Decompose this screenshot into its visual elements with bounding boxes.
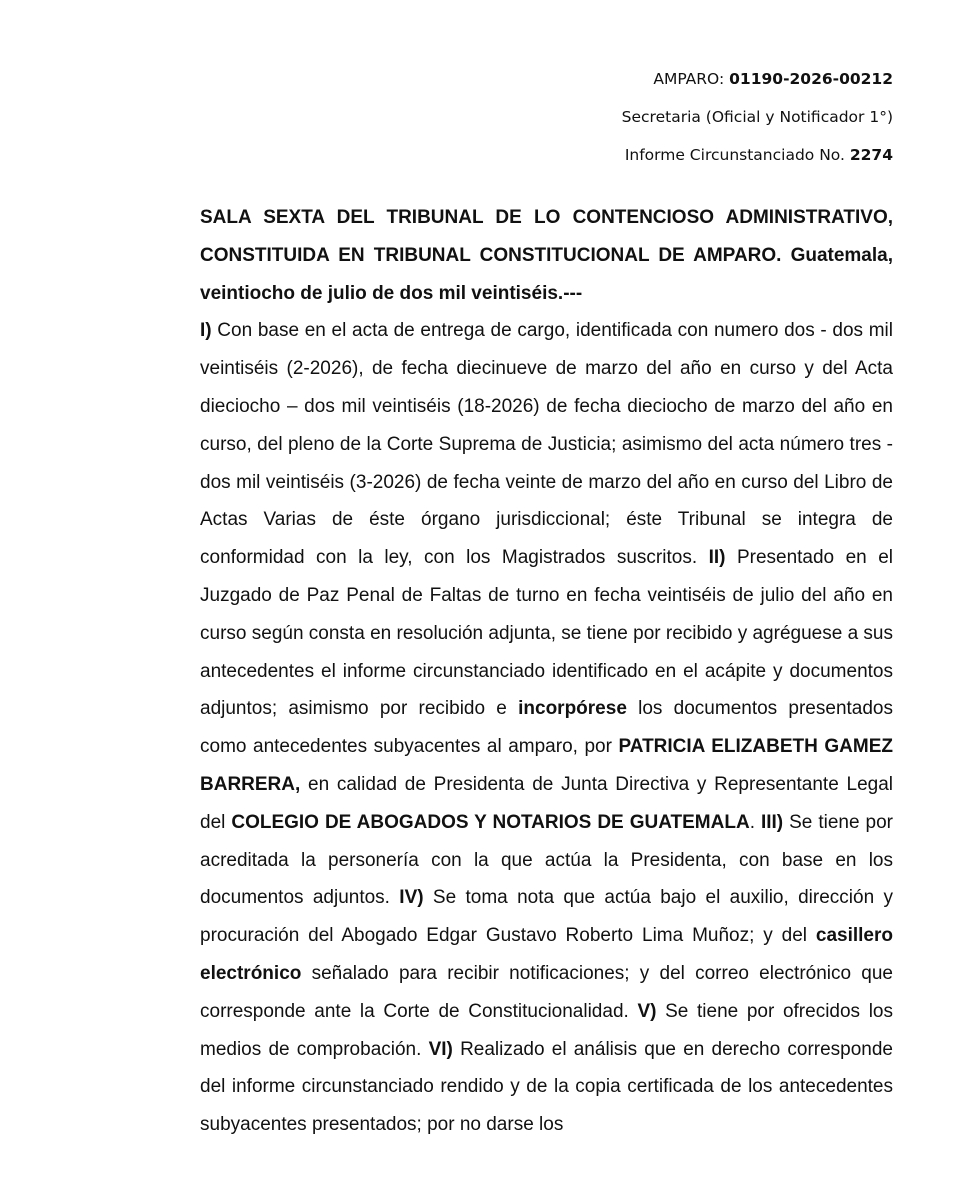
informe-line [622, 136, 893, 174]
section-1-text: Con base en el acta de entrega de cargo, identificada con numero dos - dos mil veintiséis (2-2026), de fecha diecinueve de marzo del año en curso y del Acta dieciocho – dos mil veintiséis (18-2026) de fecha dieciocho de marzo del año en curso, del pleno de la Corte Suprema de Justicia; asimismo del acta número tres - dos mil veintiséis (3-2026) de fecha veinte de marzo del año en curso del Libro de Actas Varias de éste órgano jurisdiccional; éste Tribunal se integra de conformidad con la ley, con los Magistrados suscritos. [200, 320, 893, 569]
section-3-label: III) [760, 811, 784, 833]
amparo-label: AMPARO: [653, 70, 730, 88]
document-header [622, 60, 893, 174]
resolution-heading: SALA SEXTA DEL TRIBUNAL DE LO CONTENCIOSO ADMINISTRATIVO, CONSTITUIDA EN TRIBUNAL CONSTITUCIONAL DE AMPARO. Guatemala, veintiocho de julio de dos mil veintiséis.--- [200, 207, 893, 304]
resolution-body [200, 199, 893, 1144]
section-2-label: II) [708, 547, 726, 569]
section-4-text-b: señalado para recibir notificaciones; y del correo electrónico que corresponde ante la Corte de Constitucionalidad. [200, 962, 893, 1022]
section-4-bold-casillero: casillero electrónico [200, 925, 893, 984]
section-1-label: I) [200, 320, 212, 342]
section-2-text-a: Presentado en el Juzgado de Paz Penal de Faltas de turno en fecha veintiséis de julio del año en curso según consta en resolución adjunta, se tiene por recibido y agréguese a sus antecedentes el informe circunstanciado identificado en el acápite y documentos adjuntos; asimismo por recibido e [200, 547, 893, 720]
informe-number: 2274 [849, 146, 893, 164]
section-6-label: VI) [428, 1038, 453, 1060]
section-5-label: V) [637, 1000, 657, 1022]
section-2-text-c: en calidad de Presidenta de Junta Directiva y Representante Legal del [200, 773, 893, 833]
amparo-number: 01190-2026-00212 [729, 70, 893, 88]
section-2-text-b: los documentos presentados como antecedentes subyacentes al amparo, por [200, 698, 893, 758]
section-5-text: Se tiene por ofrecidos los medios de comprobación. [200, 1000, 893, 1060]
section-6-text: Realizado el análisis que en derecho corresponde del informe circunstanciado rendido y de la copia certificada de los antecedentes subyacentes presentados; por no darse los [200, 1038, 893, 1136]
amparo-line [622, 60, 893, 98]
secretaria-line: Secretaria (Oficial y Notificador 1°) [621, 108, 893, 126]
section-2-bold-name: PATRICIA ELIZABETH GAMEZ BARRERA, [200, 736, 894, 795]
section-4-text-a: Se toma nota que actúa bajo el auxilio, dirección y procuración del Abogado Edgar Gustavo Roberto Lima Muñoz; y del [200, 887, 893, 947]
section-2-text-d: . [749, 811, 761, 833]
section-3-text: Se tiene por acreditada la personería con la que actúa la Presidenta, con base en los documentos adjuntos. [200, 811, 893, 909]
section-2-bold-incorporese: incorpórese [518, 698, 627, 720]
section-2-bold-colegio: COLEGIO DE ABOGADOS Y NOTARIOS DE GUATEMALA [231, 811, 750, 833]
informe-label: Informe Circunstanciado No. [624, 146, 850, 164]
section-4-label: IV) [399, 887, 424, 909]
